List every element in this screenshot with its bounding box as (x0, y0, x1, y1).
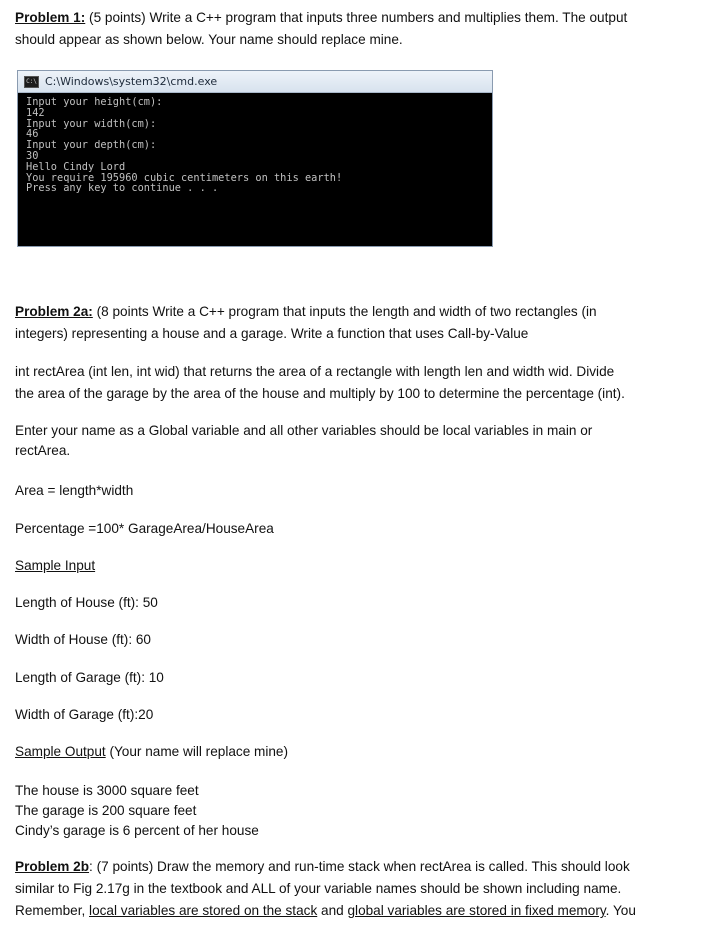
cmd-window (17, 70, 493, 247)
problem2a-func-line2: the area of the garage by the area of the house and multiply by 100 to determine the percentage (int). (15, 386, 625, 401)
global-vars-note: global variables are stored in fixed memory (347, 903, 606, 918)
problem2b-line3-end: . You (605, 903, 636, 918)
cmd-line: You require 195960 cubic centimeters on this earth! (26, 171, 343, 184)
cmd-output (18, 93, 492, 194)
problem2b-line2: similar to Fig 2.17g in the textbook and ALL of your variable names should be shown including name. (15, 881, 622, 896)
local-vars-note: local variables are stored on the stack (89, 903, 318, 918)
problem2b-line3-start: Remember, (15, 903, 90, 918)
problem1-text-line2: should appear as shown below. Your name should replace mine. (15, 32, 403, 47)
problem2b-heading: Problem 2b (15, 859, 90, 874)
sample-output-line: The garage is 200 square feet (15, 803, 197, 818)
sample-input-line: Width of Garage (ft):20 (15, 707, 154, 722)
percentage-formula: Percentage =100* GarageArea/HouseArea (15, 521, 274, 536)
cmd-line: Input your depth(cm): (26, 139, 157, 152)
problem2a-global-line2: rectArea. (15, 443, 71, 458)
sample-output-line: The house is 3000 square feet (15, 783, 199, 798)
cmd-line: 46 (26, 128, 39, 141)
sample-output-note: (Your name will replace mine) (105, 744, 289, 759)
sample-input-line: Length of Garage (ft): 10 (15, 670, 164, 685)
cmd-icon: C:\ (24, 76, 39, 88)
area-formula: Area = length*width (15, 483, 134, 498)
cmd-line: Press any key to continue . . . (26, 182, 219, 195)
sample-output-block (15, 781, 259, 841)
sample-output-line: Cindy’s garage is 6 percent of her house (15, 823, 259, 838)
cmd-line: 30 (26, 149, 39, 162)
sample-input-line: Width of House (ft): 60 (15, 632, 151, 647)
problem1-heading: Problem 1: (15, 10, 86, 25)
problem2a-function (15, 361, 705, 405)
sample-input-label: Sample Input (15, 558, 96, 573)
problem2a-global-line1: Enter your name as a Global variable and all other variables should be local variables in main or (15, 423, 593, 438)
cmd-titlebar (18, 71, 492, 93)
problem2a-heading: Problem 2a: (15, 304, 93, 319)
problem2b-paragraph (15, 856, 705, 922)
sample-input-line: Length of House (ft): 50 (15, 595, 158, 610)
problem2a-func-line1: int rectArea (int len, int wid) that returns the area of a rectangle with length len and width wid. Divide (15, 364, 615, 379)
cmd-line: Input your height(cm): (26, 96, 163, 108)
problem2b-line3-mid: and (317, 903, 348, 918)
problem1-paragraph (15, 7, 705, 51)
problem2a-global (15, 421, 705, 461)
cmd-line: Input your width(cm): (26, 117, 157, 130)
problem2a-intro-line2: integers) representing a house and a garage. Write a function that uses Call-by-Value (15, 326, 529, 341)
sample-output-heading (15, 744, 288, 759)
problem2a-intro-line1: (8 points Write a C++ program that inputs the length and width of two rectangles (in (92, 304, 597, 319)
cmd-line: Hello Cindy Lord (26, 160, 126, 173)
problem2a-intro (15, 301, 705, 345)
sample-output-label: Sample Output (15, 744, 106, 759)
problem2b-line1: : (7 points) Draw the memory and run-time stack when rectArea is called. This should look (89, 859, 630, 874)
problem1-text-line1: (5 points) Write a C++ program that inputs three numbers and multiplies them. The output (85, 10, 628, 25)
cmd-line: 142 (26, 106, 45, 119)
cmd-title: C:\Windows\system32\cmd.exe (45, 75, 218, 88)
